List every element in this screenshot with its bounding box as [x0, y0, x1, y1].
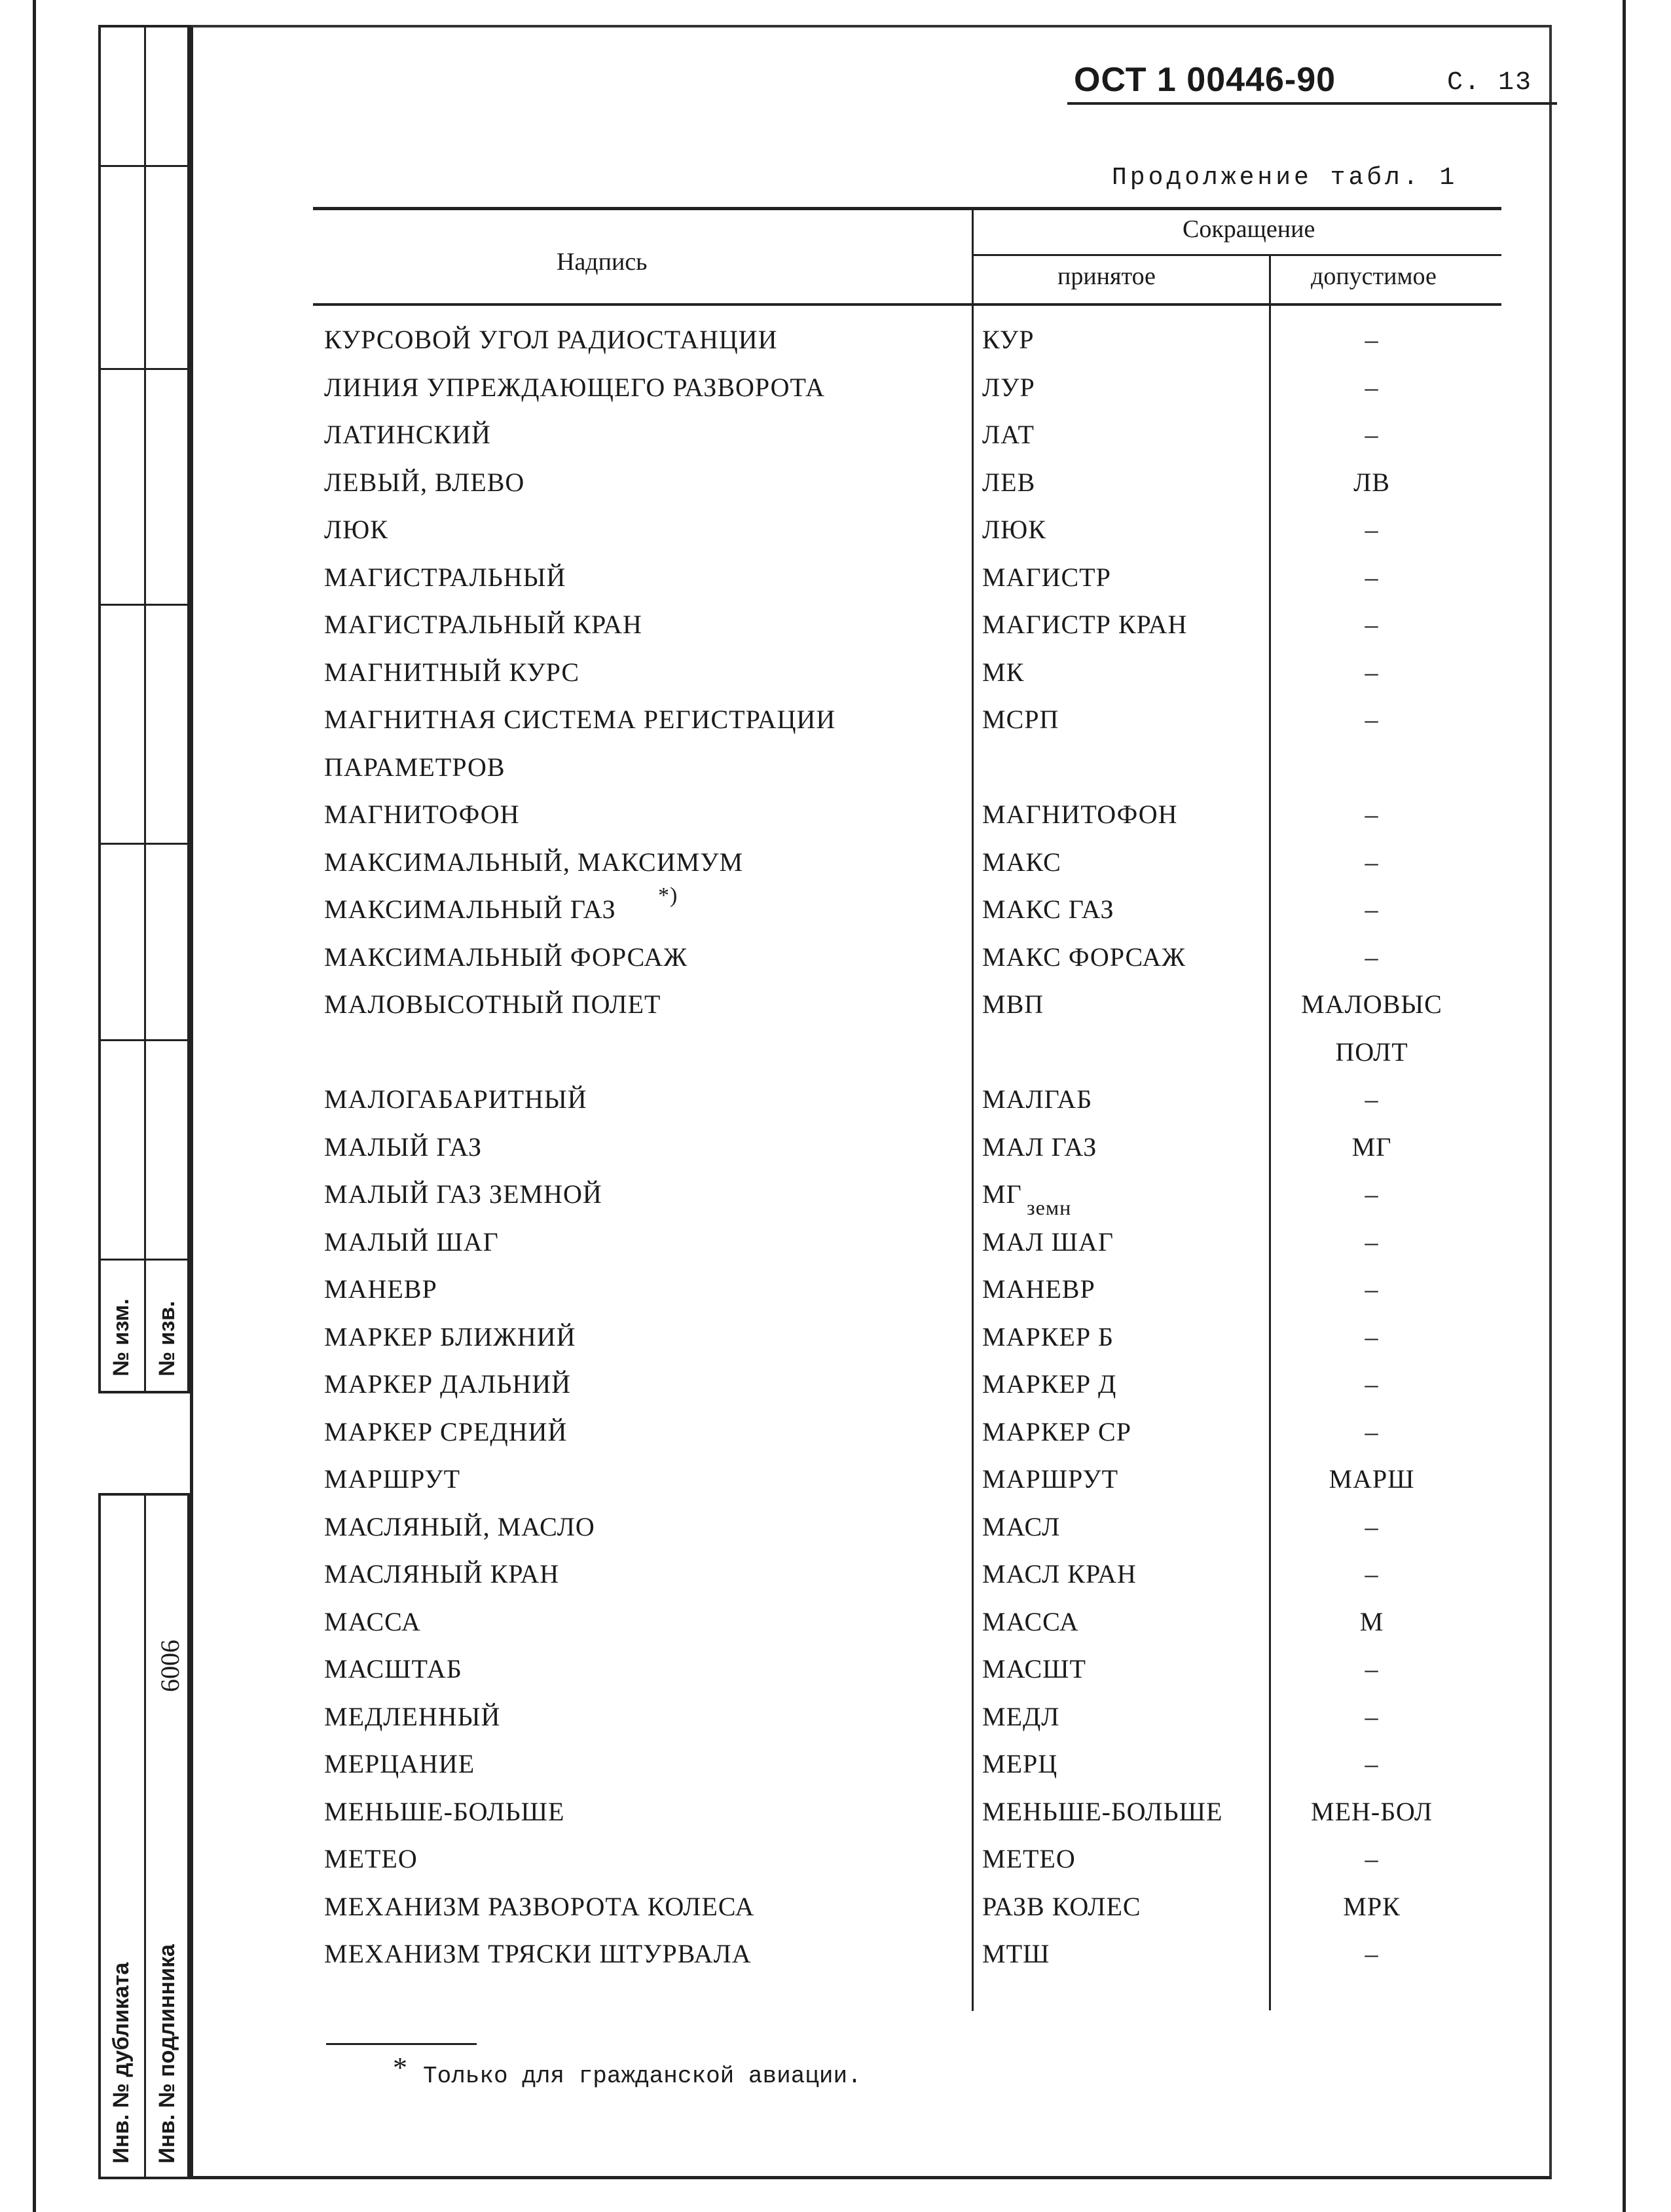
row-allowed-abbrev: –	[1365, 1559, 1379, 1589]
row-allowed-abbrev: ЛВ	[1353, 468, 1390, 497]
row-inscription: МАЛЫЙ ГАЗ	[324, 1132, 483, 1162]
stamp-divider	[144, 1496, 146, 2177]
row-accepted-abbrev: МАГИСТР КРАН	[982, 610, 1188, 639]
row-allowed-abbrev: –	[1365, 1749, 1379, 1779]
stamp-divider	[144, 28, 146, 1391]
row-allowed-abbrev: –	[1365, 515, 1379, 544]
row-allowed-abbrev: –	[1365, 1227, 1379, 1257]
duplicate-inventory-label: Инв. № дубликата	[109, 1962, 134, 2164]
row-allowed-abbrev: –	[1365, 610, 1379, 639]
row-accepted-abbrev: МАСШТ	[982, 1654, 1086, 1684]
table-top-rule	[313, 207, 1501, 210]
row-inscription: ЛИНИЯ УПРЕЖДАЮЩЕГО РАЗВОРОТА	[324, 373, 825, 402]
row-accepted-abbrev: МК	[982, 657, 1025, 687]
row-accepted-abbrev: МАГИСТР	[982, 562, 1111, 592]
revision-stamp	[98, 25, 190, 1393]
row-allowed-abbrev: МЕН-БОЛ	[1311, 1797, 1433, 1826]
table-column-divider-2	[1269, 255, 1271, 2010]
row-inscription: МАКСИМАЛЬНЫЙ ГАЗ	[324, 894, 616, 924]
row-accepted-abbrev: МАРКЕР Б	[982, 1322, 1114, 1352]
row-inscription: МЕТЕО	[324, 1844, 418, 1873]
footnote-text: Только для гражданской авиации.	[423, 2063, 862, 2090]
row-accepted-abbrev: МВП	[982, 989, 1044, 1019]
row-inscription: МАГНИТНАЯ СИСТЕМА РЕГИСТРАЦИИ	[324, 705, 836, 734]
row-inscription: МАССА	[324, 1607, 421, 1636]
row-accepted-abbrev: МГ	[982, 1179, 1022, 1209]
row-inscription: МАГИСТРАЛЬНЫЙ	[324, 562, 566, 592]
row-allowed-abbrev: –	[1365, 1702, 1379, 1731]
row-allowed-abbrev: –	[1365, 1844, 1379, 1873]
row-accepted-abbrev: МАГНИТОФОН	[982, 800, 1178, 829]
row-inscription: МЕХАНИЗМ РАЗВОРОТА КОЛЕСА	[324, 1892, 755, 1921]
row-allowed-abbrev: МАРШ	[1329, 1464, 1415, 1494]
notice-number-label: № изв.	[155, 1300, 179, 1376]
row-inscription: МЕРЦАНИЕ	[324, 1749, 475, 1779]
stamp-row-line	[101, 1039, 187, 1041]
row-inscription: ЛЕВЫЙ, ВЛЕВО	[324, 468, 525, 497]
row-allowed-abbrev: –	[1365, 1274, 1379, 1304]
row-accepted-abbrev: МЕРЦ	[982, 1749, 1058, 1779]
row-inscription: ЛЮК	[324, 515, 388, 544]
row-accepted-abbrev: КУР	[982, 325, 1035, 354]
document-code-underline	[1067, 102, 1557, 105]
row-inscription: МАЛОВЫСОТНЫЙ ПОЛЕТ	[324, 989, 661, 1019]
stamp-row-line	[101, 604, 187, 606]
column-header-abbreviation: Сокращение	[1183, 215, 1315, 243]
row-accepted-abbrev: ЛЕВ	[982, 468, 1036, 497]
subscript-zemn: земн	[1027, 1196, 1072, 1219]
row-allowed-abbrev: –	[1365, 942, 1379, 972]
row-allowed-abbrev: МГ	[1351, 1132, 1392, 1162]
row-inscription: МАСЛЯНЫЙ КРАН	[324, 1559, 560, 1589]
column-header-accepted: принятое	[1057, 263, 1156, 290]
row-inscription: МАЛОГАБАРИТНЫЙ	[324, 1084, 587, 1114]
row-accepted-abbrev: МЕНЬШЕ-БОЛЬШЕ	[982, 1797, 1223, 1826]
row-allowed-abbrev: –	[1365, 1512, 1379, 1541]
row-accepted-abbrev: ЛЮК	[982, 515, 1046, 544]
row-accepted-abbrev: МАСЛ КРАН	[982, 1559, 1137, 1589]
row-inscription: МАРКЕР БЛИЖНИЙ	[324, 1322, 576, 1352]
inventory-stamp	[98, 1493, 190, 2179]
row-allowed-abbrev: –	[1365, 847, 1379, 877]
row-inscription: МЕХАНИЗМ ТРЯСКИ ШТУРВАЛА	[324, 1939, 752, 1968]
row-accepted-abbrev: МАРШРУТ	[982, 1464, 1119, 1494]
row-allowed-abbrev: –	[1365, 1322, 1379, 1352]
row-inscription: МАЛЫЙ ГАЗ ЗЕМНОЙ	[324, 1179, 602, 1209]
row-accepted-abbrev: МТШ	[982, 1939, 1050, 1968]
inventory-number: 6006	[155, 1640, 185, 1692]
row-accepted-abbrev: МАКС ГАЗ	[982, 894, 1114, 924]
binding-line-left	[33, 0, 36, 2212]
row-accepted-abbrev: МЕТЕО	[982, 1844, 1076, 1873]
row-inscription: МАКСИМАЛЬНЫЙ, МАКСИМУМ	[324, 847, 744, 877]
row-accepted-abbrev: МЕДЛ	[982, 1702, 1060, 1731]
column-header-inscription: Надпись	[557, 248, 648, 276]
row-accepted-abbrev: МАКС	[982, 847, 1061, 877]
row-accepted-abbrev: ЛУР	[982, 373, 1035, 402]
row-inscription: МАСШТАБ	[324, 1654, 462, 1684]
row-inscription: МАГНИТОФОН	[324, 800, 520, 829]
row-accepted-abbrev: МАНЕВР	[982, 1274, 1095, 1304]
row-allowed-abbrev: –	[1365, 1939, 1379, 1968]
row-allowed-abbrev: –	[1365, 894, 1379, 924]
row-inscription: МАЛЫЙ ШАГ	[324, 1227, 499, 1257]
column-header-allowed: допустимое	[1311, 263, 1437, 290]
footnote-mark: *	[393, 2052, 407, 2084]
row-allowed-abbrev: –	[1365, 1179, 1379, 1209]
document-code: ОСТ 1 00446-90	[1074, 61, 1336, 99]
change-number-label: № изм.	[109, 1299, 134, 1376]
table-continuation-label: Продолжение табл. 1	[1112, 164, 1458, 192]
row-accepted-abbrev: МАРКЕР СР	[982, 1417, 1131, 1447]
stamp-row-line	[101, 1259, 187, 1261]
stamp-row-line	[101, 843, 187, 845]
row-accepted-abbrev: МАСЛ	[982, 1512, 1061, 1541]
row-allowed-abbrev: –	[1365, 373, 1379, 402]
row-inscription: МАСЛЯНЫЙ, МАСЛО	[324, 1512, 595, 1541]
row-inscription: МАРКЕР ДАЛЬНИЙ	[324, 1369, 571, 1399]
footnote-reference: *)	[658, 883, 678, 908]
row-allowed-abbrev: –	[1365, 800, 1379, 829]
row-accepted-abbrev: МСРП	[982, 705, 1059, 734]
row-inscription: КУРСОВОЙ УГОЛ РАДИОСТАНЦИИ	[324, 325, 778, 354]
row-inscription: МАРКЕР СРЕДНИЙ	[324, 1417, 568, 1447]
row-allowed-abbrev: МАЛОВЫС	[1301, 989, 1442, 1019]
row-allowed-abbrev: М	[1359, 1607, 1384, 1636]
table-column-divider-1	[972, 210, 974, 2011]
row-inscription: МАНЕВР	[324, 1274, 437, 1304]
row-allowed-abbrev: –	[1365, 1417, 1379, 1447]
row-allowed-abbrev: –	[1365, 657, 1379, 687]
stamp-row-line	[101, 165, 187, 167]
row-inscription: МАРШРУТ	[324, 1464, 461, 1494]
row-accepted-abbrev: МАЛГАБ	[982, 1084, 1093, 1114]
row-accepted-abbrev: МАЛ ГАЗ	[982, 1132, 1097, 1162]
original-inventory-label: Инв. № подлинника	[155, 1944, 179, 2164]
row-inscription: ПАРАМЕТРОВ	[324, 752, 505, 782]
table-header-bottom-rule	[313, 303, 1501, 306]
row-allowed-abbrev: –	[1365, 1369, 1379, 1399]
row-inscription: МЕДЛЕННЫЙ	[324, 1702, 501, 1731]
row-allowed-abbrev: –	[1365, 1084, 1379, 1114]
row-accepted-abbrev: МАКС ФОРСАЖ	[982, 942, 1186, 972]
row-allowed-abbrev: ПОЛТ	[1335, 1037, 1408, 1067]
row-inscription: ЛАТИНСКИЙ	[324, 420, 491, 449]
row-allowed-abbrev: –	[1365, 420, 1379, 449]
row-accepted-abbrev: МАРКЕР Д	[982, 1369, 1117, 1399]
footnote-separator	[326, 2043, 477, 2045]
row-accepted-abbrev: РАЗВ КОЛЕС	[982, 1892, 1141, 1921]
row-inscription: МАГИСТРАЛЬНЫЙ КРАН	[324, 610, 642, 639]
row-accepted-abbrev: МАССА	[982, 1607, 1079, 1636]
table-subheader-rule	[973, 254, 1501, 256]
row-allowed-abbrev: –	[1365, 705, 1379, 734]
page-number: С. 13	[1447, 68, 1533, 98]
row-allowed-abbrev: –	[1365, 562, 1379, 592]
stamp-row-line	[101, 368, 187, 370]
row-allowed-abbrev: –	[1365, 325, 1379, 354]
row-accepted-abbrev: ЛАТ	[982, 420, 1035, 449]
row-inscription: МЕНЬШЕ-БОЛЬШЕ	[324, 1797, 565, 1826]
row-inscription: МАГНИТНЫЙ КУРС	[324, 657, 580, 687]
binding-line-right	[1623, 0, 1626, 2212]
row-allowed-abbrev: МРК	[1343, 1892, 1401, 1921]
row-inscription: МАКСИМАЛЬНЫЙ ФОРСАЖ	[324, 942, 688, 972]
row-accepted-abbrev: МАЛ ШАГ	[982, 1227, 1114, 1257]
row-allowed-abbrev: –	[1365, 1654, 1379, 1684]
